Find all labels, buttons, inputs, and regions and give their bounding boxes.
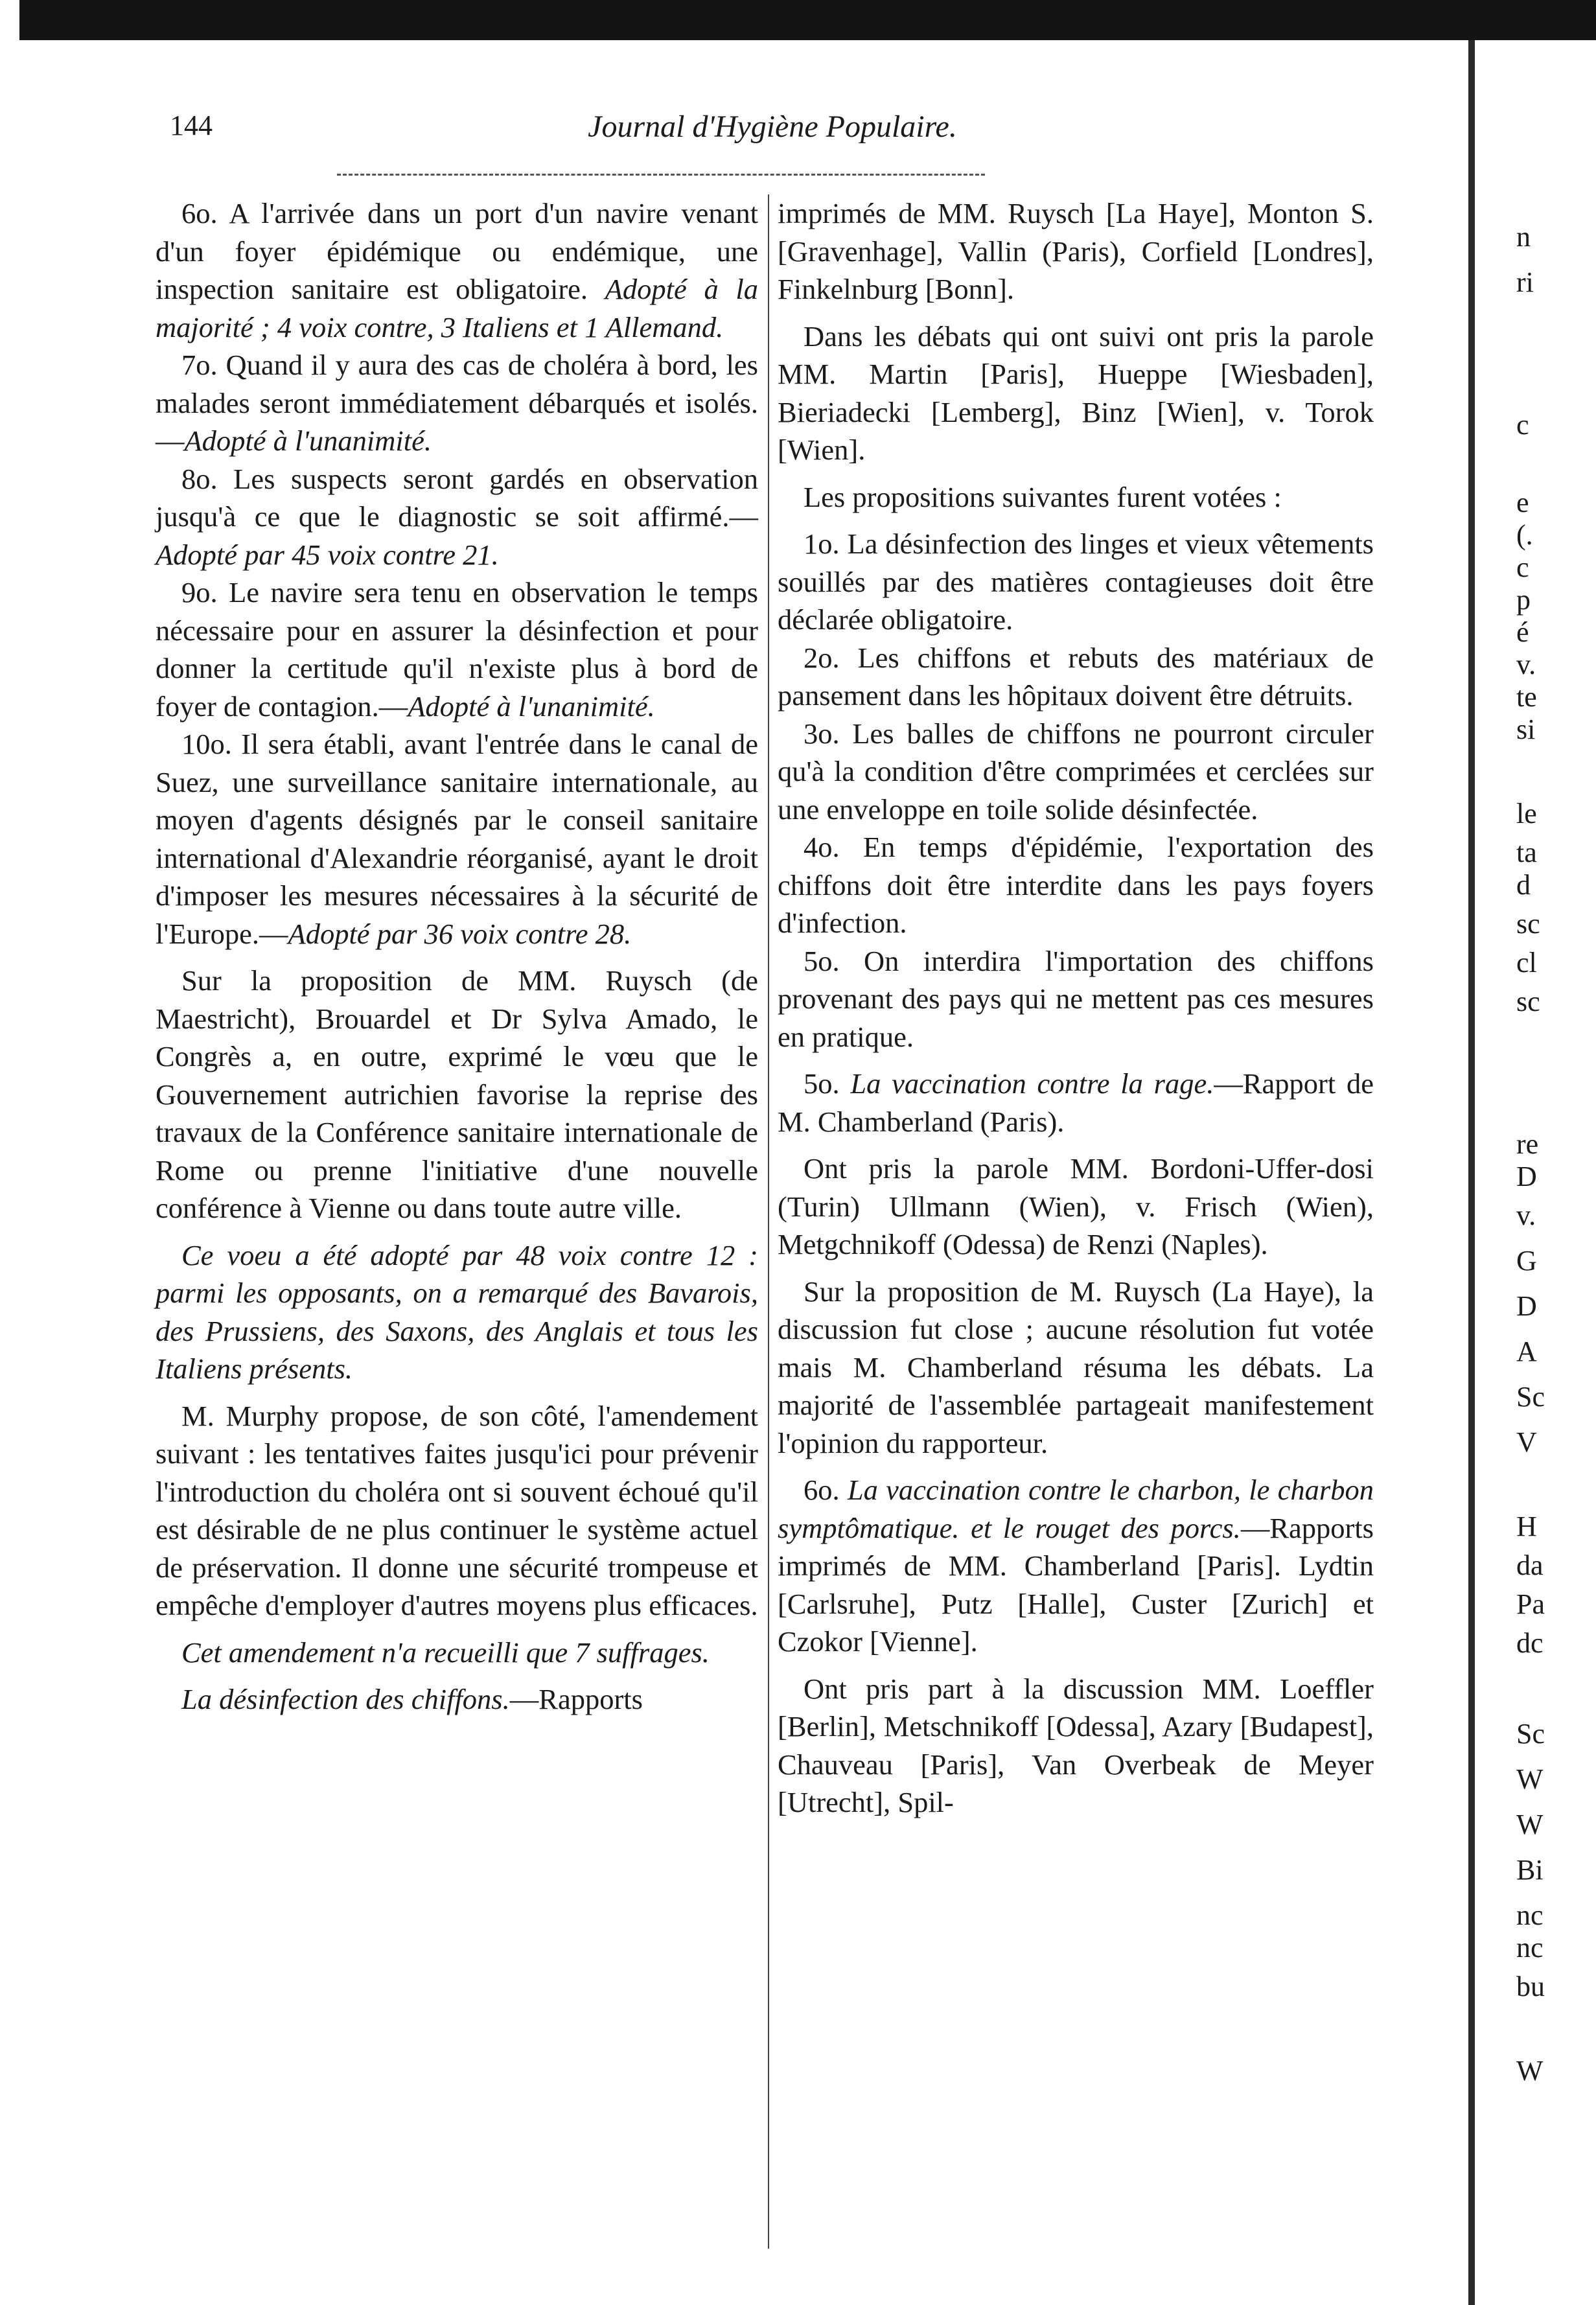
- margin-fragment: v.: [1516, 649, 1536, 680]
- paragraph: [156, 573, 758, 725]
- paragraph-text: Sur la proposition de M. Ruysch (La Haye), la discussion fut close ; aucune résolution fut votée mais M. Chamberland résuma les débats. La majorité de l'assemblée partageait manifestement l'opinion du rapporteur.: [778, 1275, 1374, 1459]
- paragraph: [156, 1397, 758, 1625]
- paragraph-emphasis: Adopté à la majorité ; 4 voix contre, 3 Italiens et 1 Allemand.: [156, 273, 758, 343]
- paragraph-emphasis: Adopté par 36 voix contre 28.: [288, 917, 632, 950]
- paragraph-text: 5o. On interdira l'importation des chiffons provenant des pays qui ne mettent pas ces mesures en pratique.: [778, 944, 1374, 1053]
- page-header: [170, 109, 1375, 154]
- paragraph: [156, 194, 758, 346]
- running-title: Journal d'Hygiène Populaire.: [588, 110, 957, 144]
- paragraph-text-after: —Rapports: [509, 1683, 643, 1715]
- margin-fragment: (.: [1516, 519, 1533, 551]
- margin-fragment: W: [1516, 1809, 1544, 1840]
- paragraph-emphasis: La vaccination contre le charbon, le charbon symptômatique. et le rouget des porcs.: [778, 1474, 1374, 1544]
- paragraph: [778, 1670, 1374, 1822]
- margin-fragment: c: [1516, 551, 1529, 583]
- paragraph-text-after: —Rapports imprimés de MM. Chamberland [Paris]. Lydtin [Carlsruhe], Putz [Halle], Custer [Zurich] et Czokor [Vienne].: [778, 1511, 1374, 1658]
- paragraph: [778, 1065, 1374, 1141]
- margin-fragment: Sc: [1516, 1718, 1545, 1750]
- margin-fragment: re: [1516, 1128, 1539, 1160]
- margin-fragment: da: [1516, 1549, 1544, 1581]
- margin-fragment: te: [1516, 681, 1537, 713]
- paragraph: [778, 1150, 1374, 1264]
- paragraph-text: imprimés de MM. Ruysch [La Haye], Monton S. [Gravenhage], Vallin (Paris), Corfield [Londres], Finkelnburg [Bonn].: [778, 197, 1374, 305]
- paragraph-text: Sur la proposition de MM. Ruysch (de Maestricht), Brouardel et Dr Sylva Amado, le Congrès a, en outre, exprimé le vœu que le Gouvernement autrichien favorise la reprise des travaux de la Conférence sanitaire internationale de Rome ou prenne l'initiative d'une nouvelle conférence à Vienne ou dans toute autre ville.: [156, 964, 758, 1224]
- margin-fragment: Pa: [1516, 1588, 1545, 1620]
- margin-fragment: c: [1516, 409, 1529, 441]
- paragraph-emphasis: Adopté à l'unanimité.: [184, 424, 432, 457]
- paragraph-text: Les propositions suivantes furent votées :: [804, 480, 1282, 513]
- margin-fragment: dc: [1516, 1627, 1544, 1659]
- scan-border-top: [19, 0, 1596, 40]
- margin-fragment: ri: [1516, 266, 1534, 298]
- margin-fragment: D: [1516, 1290, 1537, 1322]
- margin-fragment: d: [1516, 869, 1531, 901]
- paragraph: [778, 194, 1374, 308]
- paragraph: [778, 1273, 1374, 1463]
- column-divider: [768, 194, 769, 2249]
- paragraph-text: 5o.: [804, 1067, 851, 1100]
- paragraph-text: 10o. Il sera établi, avant l'entrée dans le canal de Suez, une surveillance sanitaire internationale, au moyen d'agents désignés par le conseil sanitaire international d'Alexandrie réorganisé, ayant le droit d'imposer les mesures nécessaires à la sécurité de l'Europe.—: [156, 728, 758, 950]
- right-column: [778, 194, 1374, 1822]
- paragraph: [778, 1471, 1374, 1661]
- margin-fragment: p: [1516, 584, 1531, 616]
- margin-fragment: Bi: [1516, 1854, 1544, 1886]
- paragraph: [156, 1634, 758, 1672]
- margin-fragment: W: [1516, 2055, 1544, 2087]
- margin-fragment: si: [1516, 713, 1536, 745]
- paragraph: [156, 962, 758, 1227]
- margin-fragment: W: [1516, 1763, 1544, 1795]
- margin-fragment: v.: [1516, 1199, 1536, 1231]
- paragraph: [778, 828, 1374, 942]
- margin-fragment: A: [1516, 1336, 1537, 1367]
- paragraph: [156, 346, 758, 460]
- paragraph: [778, 478, 1374, 516]
- paragraph-text-after: —Rapport de M. Chamberland (Paris).: [778, 1067, 1374, 1138]
- paragraph-text: 2o. Les chiffons et rebuts des matériaux de pansement dans les hôpitaux doivent être détruits.: [778, 641, 1374, 712]
- paragraph-text: 6o. A l'arrivée dans un port d'un navire venant d'un foyer épidémique ou endémique, une inspection sanitaire est obligatoire.: [156, 197, 758, 305]
- paragraph-text: Dans les débats qui ont suivi ont pris la parole MM. Martin [Paris], Hueppe [Wiesbaden], Bieriadecki [Lemberg], Binz [Wien], v. Torok [Wien].: [778, 319, 1374, 466]
- margin-fragment: n: [1516, 221, 1531, 253]
- paragraph-text: 8o. Les suspects seront gardés en observation jusqu'à ce que le diagnostic se soit affirmé.—: [156, 462, 758, 533]
- paragraph: [778, 942, 1374, 1056]
- paragraph-text: M. Murphy propose, de son côté, l'amendement suivant : les tentatives faites jusqu'ici pour prévenir l'introduction du choléra ont si souvent échoué qu'il est désirable de ne plus continuer le système actuel de préservation. Il donne une sécurité trompeuse et empêche d'employer d'autres moyens plus efficaces.: [156, 1399, 758, 1621]
- paragraph-text: 1o. La désinfection des linges et vieux vêtements souillés par des matières contagieuses doit être déclarée obligatoire.: [778, 527, 1374, 636]
- margin-fragment: sc: [1516, 908, 1540, 940]
- paragraph-emphasis: La désinfection des chiffons.: [181, 1683, 510, 1715]
- paragraph: [778, 525, 1374, 639]
- header-rule: [337, 174, 985, 176]
- margin-fragment: é: [1516, 616, 1529, 648]
- margin-fragment: H: [1516, 1511, 1537, 1542]
- paragraph-text: Ont pris la parole MM. Bordoni-Uffer-dosi (Turin) Ullmann (Wien), v. Frisch (Wien), Metgchnikoff (Odessa) de Renzi (Naples).: [778, 1152, 1374, 1260]
- paragraph-emphasis: Cet amendement n'a recueilli que 7 suffrages.: [181, 1636, 710, 1669]
- paragraph: [778, 639, 1374, 715]
- page-number: 144: [170, 110, 213, 141]
- paragraph-emphasis: Adopté à l'unanimité.: [408, 689, 655, 723]
- paragraph-text: 3o. Les balles de chiffons ne pourront circuler qu'à la condition d'être comprimées et cerclées sur une enveloppe en toile solide désinfectée.: [778, 717, 1374, 826]
- margin-fragment: G: [1516, 1245, 1537, 1277]
- paragraph: [156, 1236, 758, 1388]
- margin-fragment: cl: [1516, 947, 1537, 979]
- margin-fragment: ta: [1516, 837, 1537, 868]
- margin-fragment: sc: [1516, 986, 1540, 1017]
- margin-fragment: nc: [1516, 1899, 1544, 1931]
- margin-fragment: e: [1516, 487, 1529, 518]
- paragraph-text: 9o. Le navire sera tenu en observation le temps nécessaire pour en assurer la désinfection et pour donner la certitude qu'il n'existe plus à bord de foyer de contagion.—: [156, 576, 758, 723]
- paragraph-text: 4o. En temps d'épidémie, l'exportation des chiffons doit être interdite dans les pays foyers d'infection.: [778, 831, 1374, 939]
- paragraph-text: 7o. Quand il y aura des cas de choléra à bord, les malades seront immédiatement débarqués et isolés.—: [156, 349, 758, 457]
- paragraph-text: Ont pris part à la discussion MM. Loeffler [Berlin], Metschnikoff [Odessa], Azary [Budapest], Chauveau [Paris], Van Overbeak de Meyer [Utrecht], Spil-: [778, 1672, 1374, 1818]
- left-column: [156, 194, 758, 1719]
- margin-fragment: bu: [1516, 1971, 1545, 2002]
- paragraph: [156, 725, 758, 953]
- paragraph-emphasis: Ce voeu a été adopté par 48 voix contre 12 : parmi les opposants, on a remarqué des Bavarois, des Prussiens, des Saxons, des Anglais et tous les Italiens présents.: [156, 1238, 758, 1385]
- margin-fragment: le: [1516, 798, 1537, 829]
- paragraph: [778, 318, 1374, 469]
- scan-page-edge: [1468, 40, 1475, 2305]
- paragraph: [156, 1680, 758, 1719]
- paragraph-emphasis: Adopté par 45 voix contre 21.: [156, 538, 499, 571]
- paragraph: [778, 715, 1374, 829]
- margin-fragment: V: [1516, 1426, 1537, 1458]
- paragraph-emphasis: La vaccination contre la rage.: [850, 1067, 1214, 1100]
- paragraph: [156, 460, 758, 574]
- margin-fragment: nc: [1516, 1932, 1544, 1963]
- paragraph-text: 6o.: [804, 1474, 848, 1506]
- margin-fragment: Sc: [1516, 1381, 1545, 1413]
- margin-fragment: D: [1516, 1161, 1537, 1192]
